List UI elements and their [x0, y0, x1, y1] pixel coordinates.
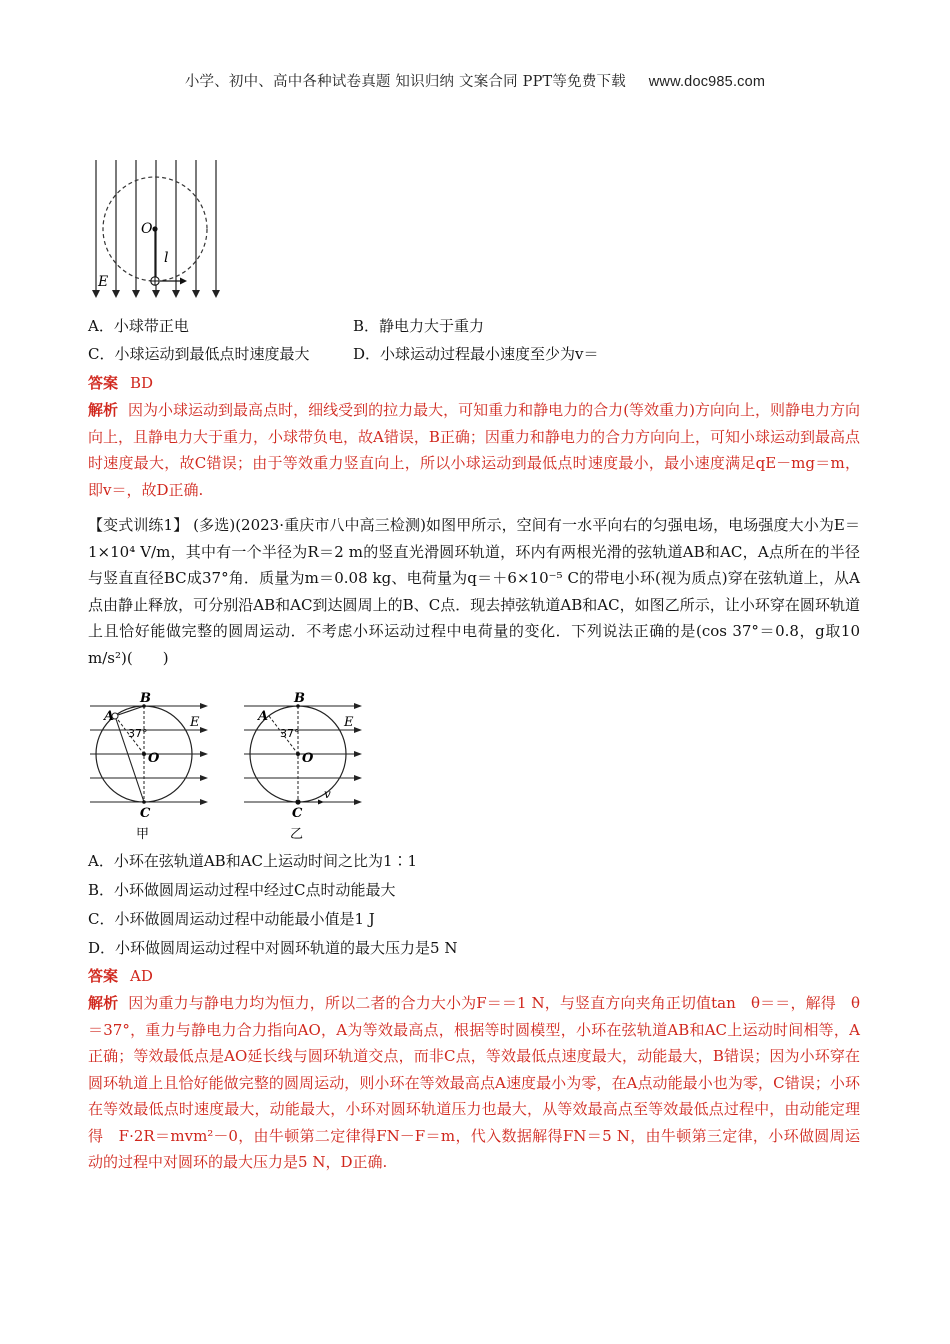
q2-analysis — [88, 990, 860, 1176]
figure-field-circle — [88, 158, 238, 303]
yi-label-E: E — [344, 715, 354, 730]
figure-yi — [242, 692, 372, 842]
yi-label-O: O — [302, 751, 314, 766]
q1-option-d: D．小球运动过程最小速度至少为v＝ — [353, 345, 599, 363]
yi-label-v: v — [324, 787, 331, 801]
q2-stem: 【变式训练1】 (多选)(2023·重庆市八中高三检测)如图甲所示，空间有一水平向右的匀强电场，电场强度大小为E＝1×10⁴ V/m，其中有一个半径为R＝2 m的竖直光滑圆环轨道，环内有两根光滑的弦轨道AB和AC，A点所在的半径与竖直直径BC成37°角．质量为m＝0.08 kg、电荷量为q＝＋6×10⁻⁵ C的带电小环(视为质点)穿在弦轨道上，从A点由静止释放，可分别沿AB和AC到达圆周上的B、C点．现去掉弦轨道AB和AC，如图乙所示，让小环穿在圆环轨道上且恰好能做完整的圆周运动．不考虑小环运动过程中电荷量的变化．下列说法正确的是(cos 37°＝0.8，g取10 m/s²)( ) — [88, 516, 860, 667]
q2-answer — [88, 965, 153, 986]
yi-label-B: B — [294, 692, 305, 706]
jia-label-C: C — [140, 806, 151, 821]
jia-label-angle: 37° — [128, 727, 148, 740]
fig1-label-E: E — [98, 274, 109, 290]
fig1-label-l: l — [164, 250, 169, 266]
q1-answer — [88, 372, 153, 393]
q1-analysis — [88, 397, 860, 503]
q2-analysis-text: 因为重力与静电力均为恒力，所以二者的合力大小为F＝＝1 N，与竖直方向夹角正切值tan θ＝＝，解得 θ＝37°，重力与静电力合力指向AO，A为等效最高点，根据等时圆模型，小环在弦轨道AB和AC上运动时间相等，A正确；等效最低点是AO延长线与圆环轨道交点，而非C点，等效最低点速度最大，动能最大，B错误；因为小环穿在圆环轨道上且恰好能做完整的圆周运动，则小环在等效最高点A速度最小为零，在A点动能最小也为零，C错误；小环在等效最低点时速度最大，动能最大，小环对圆环轨道压力也最大，从等效最高点至等效最低点过程中，由动能定理得 F·2R＝mvm²－0，由牛顿第二定律得FN－F＝m，代入数据解得FN＝5 N，由牛顿第三定律，小环做圆周运动的过程中对圆环的最大压力是5 N，D正确. — [88, 994, 860, 1171]
q1-option-a: A．小球带正电 — [88, 317, 189, 335]
page-header — [0, 70, 950, 91]
q2-option-c: C．小环做圆周运动过程中动能最小值是1 J — [88, 910, 375, 928]
fig1-label-O: O — [141, 221, 153, 237]
q1-option-c: C．小球运动到最低点时速度最大 — [88, 345, 310, 363]
q2-answer-label: 答案 — [88, 967, 119, 985]
q1-option-b: B．静电力大于重力 — [353, 317, 485, 335]
yi-caption: 乙 — [290, 827, 304, 842]
yi-label-angle: 37° — [280, 727, 300, 740]
q1-analysis-label: 解析 — [88, 401, 119, 419]
header-text: 小学、初中、高中各种试卷真题 知识归纳 文案合同 PPT等免费下载 — [184, 74, 626, 90]
q1-answer-value: BD — [130, 374, 154, 392]
jia-caption: 甲 — [136, 827, 150, 842]
jia-label-B: B — [140, 692, 151, 706]
q1-analysis-text: 因为小球运动到最高点时，细线受到的拉力最大，可知重力和静电力的合力(等效重力)方向向上，则静电力方向向上，且静电力大于重力，小球带负电，故A错误，B正确；因重力和静电力的合力方向向上，可知小球运动到最高点时速度最大，故C错误；由于等效重力竖直向上，所以小球运动到最低点时速度最小，最小速度满足qE－mg＝m，即v＝，故D正确. — [88, 401, 860, 499]
q2-analysis-label: 解析 — [88, 994, 119, 1012]
yi-label-A: A — [258, 709, 269, 724]
q2-option-b: B．小环做圆周运动过程中经过C点时动能最大 — [88, 881, 396, 899]
figure-jia — [88, 692, 218, 842]
q2-option-d: D．小环做圆周运动过程中对圆环轨道的最大压力是5 N — [88, 939, 458, 957]
yi-label-C: C — [292, 806, 303, 821]
q1-answer-label: 答案 — [88, 374, 119, 392]
jia-label-E: E — [190, 715, 200, 730]
q2-option-a: A．小环在弦轨道AB和AC上运动时间之比为1∶1 — [88, 852, 418, 870]
jia-label-A: A — [104, 709, 115, 724]
header-url[interactable]: www.doc985.com — [648, 74, 766, 90]
q1-options-row2 — [88, 343, 599, 364]
jia-label-O: O — [148, 751, 160, 766]
q2-answer-value: AD — [130, 967, 153, 985]
q1-options-row1 — [88, 315, 485, 336]
